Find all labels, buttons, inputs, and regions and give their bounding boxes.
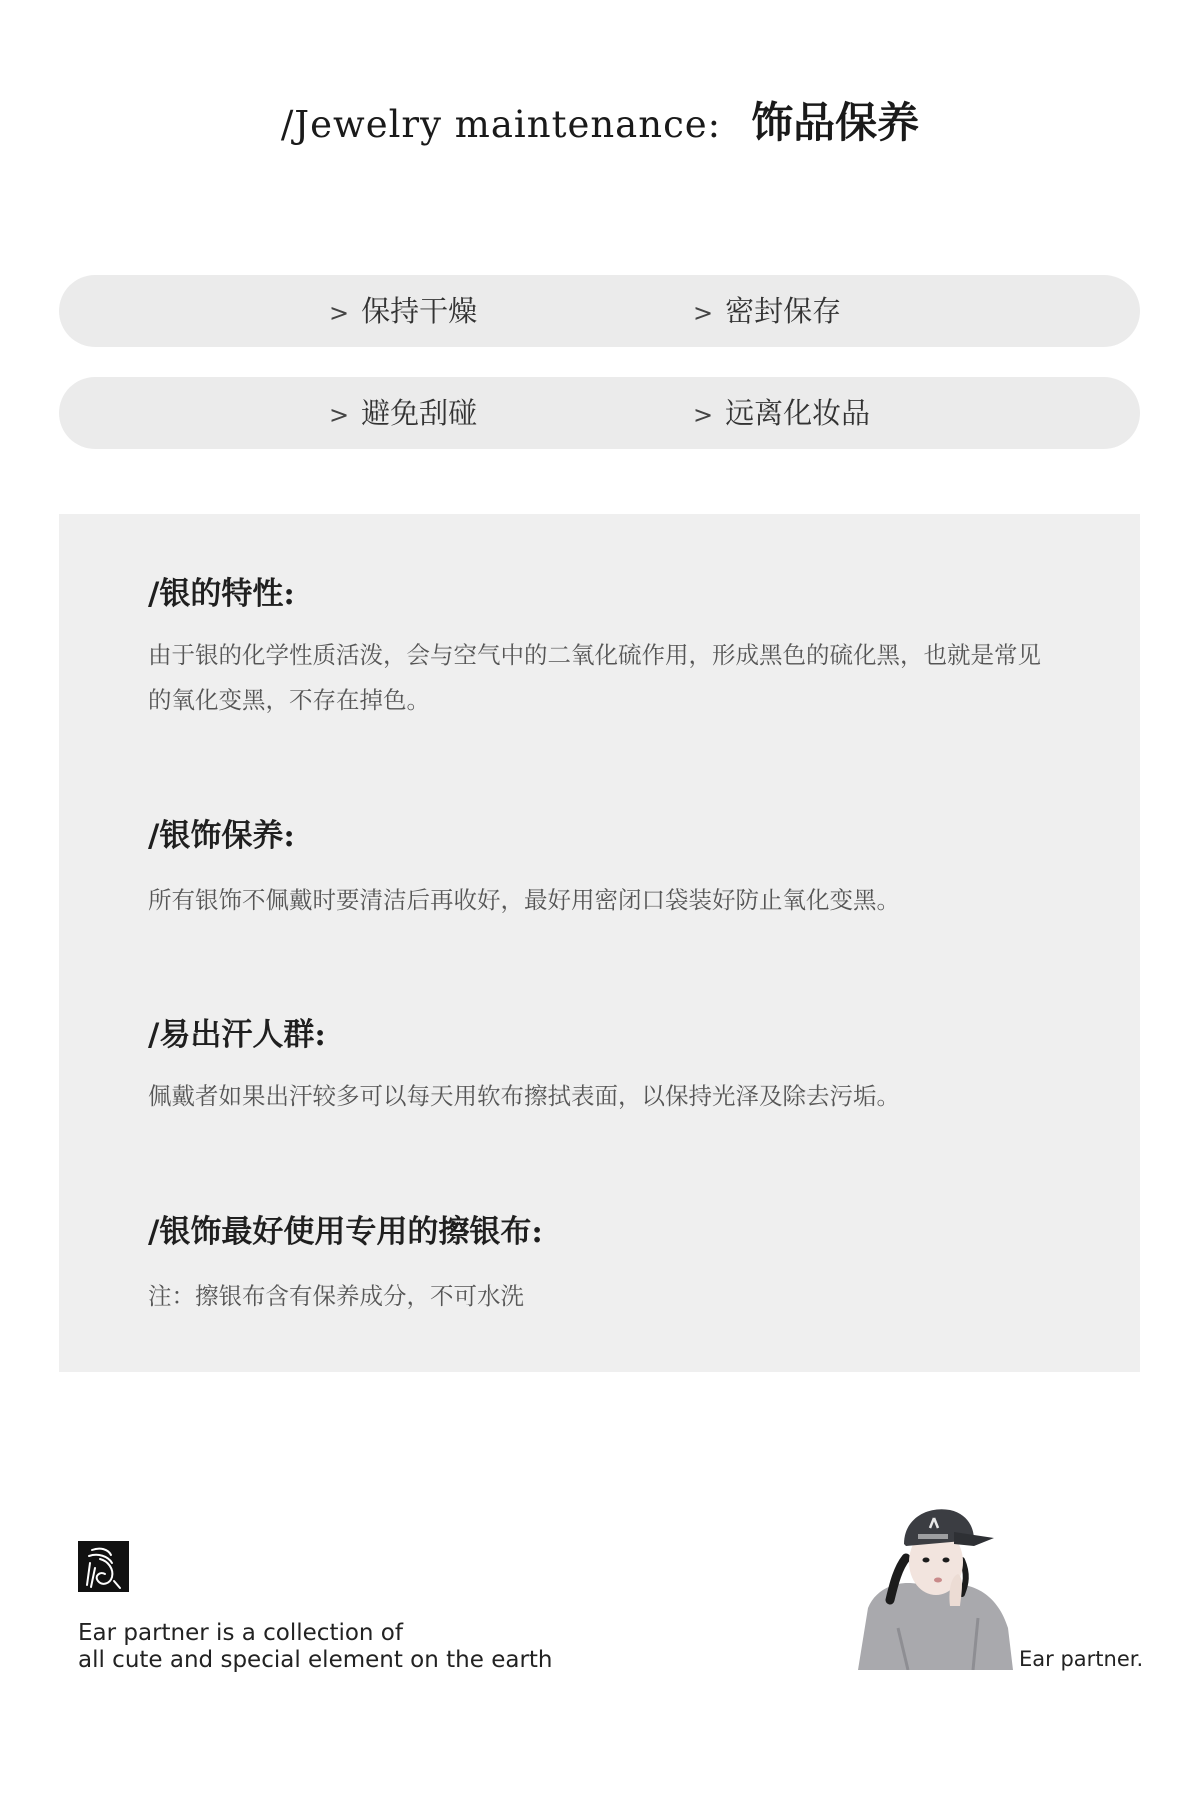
section-heading-silver-care: /银饰保养: xyxy=(148,818,295,854)
tip-label: 保持干燥 xyxy=(361,294,478,328)
page-title-english: /Jewelry maintenance: xyxy=(280,103,722,146)
section-heading-polishing-cloth: /银饰最好使用专用的擦银布: xyxy=(148,1214,543,1250)
chevron-right-icon: > xyxy=(329,401,350,429)
section-body-silver-care: 所有银饰不佩戴时要清洁后再收好，最好用密闭口袋装好防止氧化变黑。 xyxy=(148,886,900,914)
page-title xyxy=(0,90,1200,150)
tip-row-2 xyxy=(59,377,1140,449)
care-info-panel xyxy=(59,514,1140,1372)
section-heading-silver-properties: /银的特性: xyxy=(148,576,295,612)
brand-name: Ear partner. xyxy=(1019,1647,1144,1671)
section-body-silver-properties: 由于银的化学性质活泼，会与空气中的二氧化硫作用，形成黑色的硫化黑，也就是常见的氧化变黑，不存在掉色。 xyxy=(148,641,1041,714)
tip-away-from-cosmetics xyxy=(693,377,870,449)
section-body-polishing-cloth: 注：擦银布含有保养成分，不可水洗 xyxy=(148,1282,524,1310)
brand-tagline-line-2: all cute and special element on the earth xyxy=(78,1647,553,1673)
brand-tagline xyxy=(78,1620,553,1674)
tip-label: 避免刮碰 xyxy=(361,396,478,430)
brand-tagline-line-1: Ear partner is a collection of xyxy=(78,1620,403,1646)
model-photo xyxy=(858,1488,1013,1670)
tip-avoid-scratches xyxy=(329,377,477,449)
tip-label: 远离化妆品 xyxy=(725,396,871,430)
chevron-right-icon: > xyxy=(329,299,350,327)
ear-partner-logo-icon xyxy=(78,1541,129,1592)
tip-keep-dry xyxy=(329,275,477,347)
section-body-sweat-prone: 佩戴者如果出汗较多可以每天用软布擦拭表面，以保持光泽及除去污垢。 xyxy=(148,1082,900,1110)
tip-label: 密封保存 xyxy=(725,294,842,328)
section-heading-sweat-prone: /易出汗人群: xyxy=(148,1017,326,1053)
page-title-chinese: 饰品保养 xyxy=(751,98,920,147)
tip-row-1 xyxy=(59,275,1140,347)
chevron-right-icon: > xyxy=(693,401,714,429)
chevron-right-icon: > xyxy=(693,299,714,327)
tip-sealed-storage xyxy=(693,275,841,347)
